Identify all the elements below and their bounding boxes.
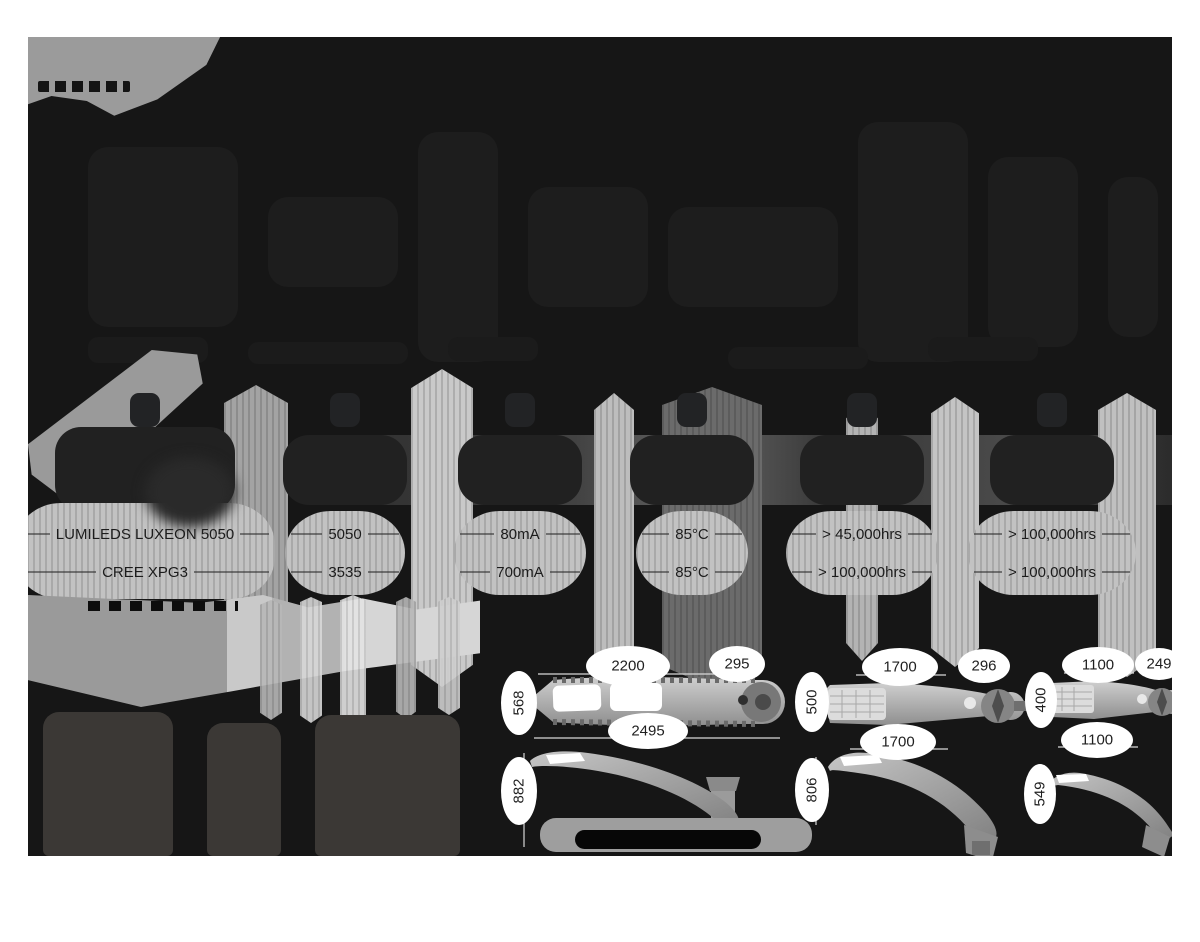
dim-label: 1100 xyxy=(1080,731,1114,749)
hidden-heading-lettertops xyxy=(88,601,238,611)
spec-value: > 100,000hrs xyxy=(968,515,1136,553)
decorative-ribbon xyxy=(396,597,416,719)
spec-icon xyxy=(330,393,360,427)
dimension-drawings xyxy=(458,585,1172,856)
spec-value: 85°C xyxy=(636,553,748,591)
spec-value: 85°C xyxy=(636,515,748,553)
spec-value: > 100,000hrs xyxy=(968,553,1136,591)
spec-header-hidden xyxy=(990,435,1114,505)
spec-value: 3535 xyxy=(285,553,405,591)
dim-label: 249 xyxy=(1146,655,1172,673)
dim-label: 2495 xyxy=(631,722,665,740)
spec-value: LUMILEDS LUXEON 5050 xyxy=(28,515,275,553)
spec-values xyxy=(786,515,938,591)
spec-value: CREE XPG3 xyxy=(28,553,275,591)
hidden-title-blob xyxy=(88,147,238,327)
hidden-subtitle-blob xyxy=(448,337,538,361)
hidden-subtitle-blob xyxy=(928,337,1038,361)
dim-label: 549 xyxy=(1031,781,1049,807)
spec-value: 5050 xyxy=(285,515,405,553)
drawing-small-side-view xyxy=(1046,773,1172,856)
feature-panel xyxy=(315,715,460,856)
hidden-title-blob xyxy=(668,207,838,307)
dim-label: 806 xyxy=(803,777,821,803)
spec-header-hidden xyxy=(458,435,582,505)
brand-logo-wordmark xyxy=(38,81,130,92)
dim-label: 500 xyxy=(803,689,821,715)
spec-icon xyxy=(130,393,160,427)
spec-values xyxy=(968,515,1136,591)
hidden-title-blob xyxy=(418,132,498,362)
dim-label: 296 xyxy=(971,657,997,675)
spec-values xyxy=(285,515,405,591)
dim-label: 295 xyxy=(724,655,750,673)
dim-label: 1700 xyxy=(883,658,917,676)
spec-icon xyxy=(847,393,877,427)
drawing-medium-side-view xyxy=(828,753,998,856)
decorative-ribbon xyxy=(438,597,460,715)
hidden-title-blob xyxy=(858,122,968,362)
dim-label: 1700 xyxy=(881,733,915,751)
dim-label: 882 xyxy=(510,778,528,804)
decorative-ribbon xyxy=(260,600,282,720)
spec-value: > 100,000hrs xyxy=(786,553,938,591)
hidden-title-blob xyxy=(1108,177,1158,337)
spec-icon xyxy=(677,393,707,427)
decorative-ribbon xyxy=(300,597,322,723)
hidden-title-blob xyxy=(268,197,398,287)
brand-logo-swoosh xyxy=(28,37,224,119)
spec-values xyxy=(28,515,275,591)
spec-icon xyxy=(1037,393,1067,427)
spec-header-hidden xyxy=(630,435,754,505)
dim-label: 400 xyxy=(1032,687,1050,713)
spec-value: 80mA xyxy=(454,515,586,553)
dim-label: 568 xyxy=(510,690,528,716)
hidden-title-blob xyxy=(988,157,1078,347)
datasheet-slide xyxy=(28,37,1172,856)
drawing-small-top-view xyxy=(1046,681,1172,719)
model-caption-blob xyxy=(575,830,761,849)
spec-values xyxy=(454,515,586,591)
spec-values xyxy=(636,515,748,591)
hidden-title-blob xyxy=(528,187,648,307)
dimension-label-blobs xyxy=(501,646,1172,825)
dim-label: 2200 xyxy=(611,657,645,675)
hidden-subtitle-blob xyxy=(248,342,408,364)
spec-header-hidden xyxy=(283,435,407,505)
feature-panel xyxy=(207,723,281,856)
spec-value: 700mA xyxy=(454,553,586,591)
decorative-ribbon xyxy=(340,595,366,725)
dim-label: 1100 xyxy=(1081,656,1115,674)
spec-icon xyxy=(505,393,535,427)
hidden-subtitle-blob xyxy=(728,347,868,369)
spec-value: > 45,000hrs xyxy=(786,515,938,553)
feature-panel xyxy=(43,712,173,856)
drawing-medium-top-view xyxy=(822,683,1040,725)
spec-header-hidden xyxy=(800,435,924,505)
